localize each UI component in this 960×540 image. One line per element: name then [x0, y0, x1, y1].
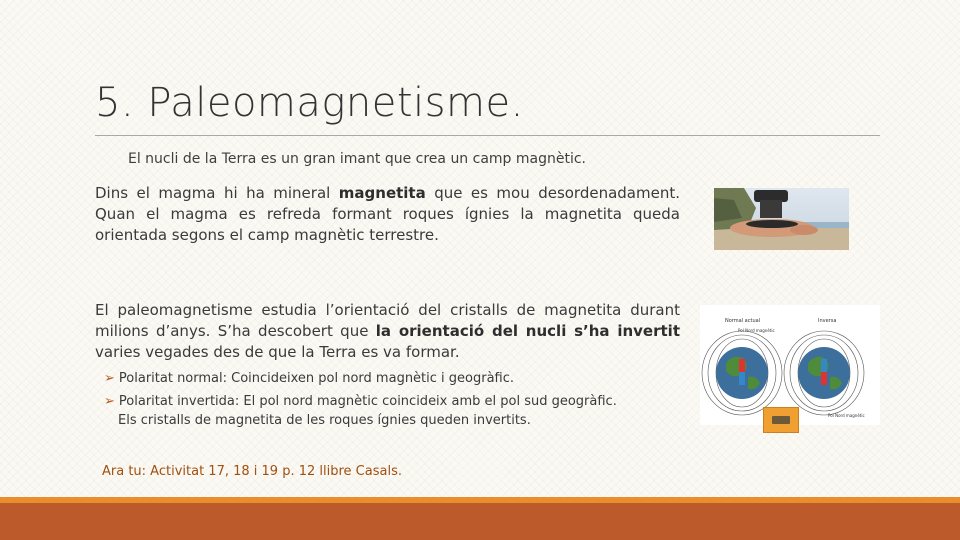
bullet-inverted-polarity	[104, 392, 694, 412]
diagram-sublabel-left: Pol Nord magnètic	[738, 328, 775, 333]
bullet-continuation: Els cristalls de magnetita de les roques ígnies queden invertits.	[118, 413, 531, 428]
video-thumbnail-icon[interactable]	[763, 407, 799, 433]
arrow-bullet-icon: ➢	[104, 371, 115, 386]
paragraph-bold: la orientació del nucli s’ha invertit	[375, 322, 680, 340]
bullet-normal-polarity	[104, 369, 694, 389]
paragraph-text: El paleomagnetisme estudia l’orientació del cristalls de magnetita durant milions d’anys. S’ha descobert que	[95, 301, 680, 340]
paragraph-magnetite	[95, 183, 680, 246]
paragraph-text: que es mou desordenadament. Quan el magma es refreda formant roques ígnies la magnetita queda orientada segons el camp magnètic terrestre.	[95, 184, 680, 244]
bullet-text: Polaritat invertida: El pol nord magnètic coincideix amb el pol sud geogràfic.	[118, 394, 617, 409]
paragraph-paleomagnetism	[95, 300, 680, 363]
slide-subtitle: El nucli de la Terra es un gran imant que crea un camp magnètic.	[128, 151, 587, 167]
magnetite-hand-photo	[714, 188, 849, 250]
paragraph-text: varies vegades des de que la Terra es va formar.	[95, 343, 460, 361]
paragraph-text: Dins el magma hi ha mineral	[95, 184, 339, 202]
title-divider	[95, 135, 880, 136]
arrow-bullet-icon: ➢	[104, 394, 115, 409]
slide-title: 5. Paleomagnetisme.	[95, 80, 524, 126]
task-instruction: Ara tu: Activitat 17, 18 i 19 p. 12 llibre Casals.	[102, 464, 402, 479]
diagram-label-inverse: Inversa	[818, 318, 837, 324]
diagram-label-normal: Normal actual	[725, 318, 761, 324]
paragraph-bold: magnetita	[338, 184, 426, 202]
footer-bar	[0, 503, 960, 540]
video-frame-icon	[772, 416, 790, 424]
diagram-sublabel-right: Pol Nord magnètic	[828, 413, 865, 418]
bullet-text: Polaritat normal: Coincideixen pol nord magnètic i geogràfic.	[118, 371, 515, 386]
